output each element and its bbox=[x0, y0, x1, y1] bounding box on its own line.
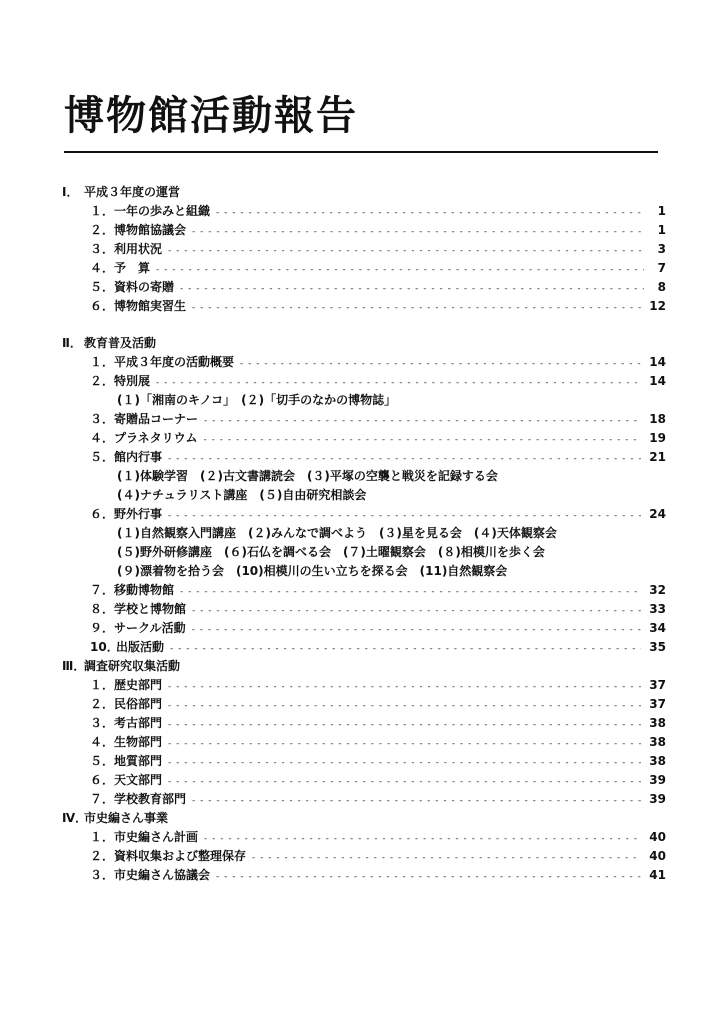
entry-label: 考古部門 bbox=[114, 716, 163, 730]
entry-number: １． bbox=[90, 355, 115, 369]
entry-label: 資料収集および整理保存 bbox=[114, 849, 247, 863]
dot-leader bbox=[204, 429, 642, 450]
entry-label: 地質部門 bbox=[114, 754, 163, 768]
page-number: 3 bbox=[657, 242, 666, 256]
entry-number: １． bbox=[90, 678, 115, 692]
page-number: 7 bbox=[657, 261, 666, 275]
section-number: Ⅲ． bbox=[62, 659, 86, 673]
entry-label: 学校教育部門 bbox=[114, 792, 187, 806]
dot-leader bbox=[168, 695, 641, 716]
entry-number: ７． bbox=[90, 792, 115, 806]
table-of-contents bbox=[62, 183, 666, 885]
entry-label: 館内行事 bbox=[114, 450, 163, 464]
toc-entry bbox=[62, 790, 666, 809]
toc-entry bbox=[62, 847, 666, 866]
entry-subitems: (５)野外研修講座 (６)石仏を調べる会 (７)土曜観察会 (８)相模川を歩く会 bbox=[117, 545, 545, 559]
page-number: 32 bbox=[649, 583, 666, 597]
dot-leader bbox=[156, 259, 644, 280]
page-number: 21 bbox=[649, 450, 666, 464]
toc-entry bbox=[62, 505, 666, 524]
dot-leader bbox=[192, 297, 641, 318]
entry-number: ２． bbox=[90, 849, 115, 863]
entry-label: 利用状況 bbox=[114, 242, 163, 256]
toc-entry bbox=[62, 600, 666, 619]
page-number: 14 bbox=[649, 355, 666, 369]
dot-leader bbox=[192, 790, 641, 811]
page-number: 14 bbox=[649, 374, 666, 388]
entry-label: 一年の歩みと組織 bbox=[114, 204, 211, 218]
dot-leader bbox=[216, 202, 644, 223]
toc-entry bbox=[62, 240, 666, 259]
entry-number: ４． bbox=[90, 431, 115, 445]
page-number: 41 bbox=[649, 868, 666, 882]
toc-section bbox=[62, 334, 666, 657]
toc-entry bbox=[62, 619, 666, 638]
page-number: 40 bbox=[649, 830, 666, 844]
entry-number: ３． bbox=[90, 716, 115, 730]
toc-section bbox=[62, 809, 666, 885]
toc-entry bbox=[62, 866, 666, 885]
entry-number: ６． bbox=[90, 773, 115, 787]
entry-number: ５． bbox=[90, 280, 115, 294]
entry-label: 特別展 bbox=[114, 374, 151, 388]
page-number: 38 bbox=[649, 716, 666, 730]
entry-label: 博物館協議会 bbox=[114, 223, 187, 237]
page-number: 35 bbox=[649, 640, 666, 654]
page-number: 38 bbox=[649, 754, 666, 768]
dot-leader bbox=[216, 866, 641, 887]
dot-leader bbox=[192, 619, 642, 640]
entry-subitems: (９)漂着物を拾う会 (10)相模川の生い立ちを探る会 (11)自然観察会 bbox=[117, 564, 508, 578]
toc-entry bbox=[62, 202, 666, 221]
dot-leader bbox=[168, 448, 641, 469]
entry-number: １． bbox=[90, 204, 115, 218]
section-title bbox=[62, 809, 666, 828]
dot-leader bbox=[168, 240, 644, 261]
page-number: 18 bbox=[649, 412, 666, 426]
section-number: Ⅱ． bbox=[62, 336, 82, 350]
section-gap bbox=[62, 316, 666, 334]
entry-label: 平成３年度の活動概要 bbox=[114, 355, 235, 369]
page-number: 33 bbox=[649, 602, 666, 616]
toc-entry bbox=[62, 372, 666, 391]
toc-entry bbox=[62, 752, 666, 771]
entry-label: 寄贈品コーナー bbox=[114, 412, 199, 426]
toc-entry bbox=[62, 429, 666, 448]
section-label: 平成３年度の運営 bbox=[84, 185, 181, 199]
dot-leader bbox=[168, 752, 641, 773]
page-number: 8 bbox=[657, 280, 666, 294]
toc-entry bbox=[62, 297, 666, 316]
dot-leader bbox=[168, 676, 641, 697]
entry-number: ２． bbox=[90, 374, 115, 388]
entry-number: １． bbox=[90, 830, 115, 844]
entry-label: 博物館実習生 bbox=[114, 299, 187, 313]
entry-number: ２． bbox=[90, 697, 115, 711]
entry-label: 出版活動 bbox=[116, 640, 165, 654]
dot-leader bbox=[252, 847, 641, 868]
section-number: Ⅰ． bbox=[62, 185, 79, 199]
toc-entry bbox=[62, 278, 666, 297]
toc-entry bbox=[62, 828, 666, 847]
section-label: 調査研究収集活動 bbox=[84, 659, 181, 673]
section-title bbox=[62, 657, 666, 676]
dot-leader bbox=[168, 733, 641, 754]
toc-entry bbox=[62, 353, 666, 372]
dot-leader bbox=[168, 505, 641, 526]
entry-number: ３． bbox=[90, 412, 115, 426]
toc-entry bbox=[62, 676, 666, 695]
page-number: 34 bbox=[649, 621, 666, 635]
entry-number: ４． bbox=[90, 261, 115, 275]
toc-entry bbox=[62, 771, 666, 790]
page-number: 38 bbox=[649, 735, 666, 749]
entry-label: 生物部門 bbox=[114, 735, 163, 749]
section-title bbox=[62, 183, 666, 202]
page-number: 1 bbox=[657, 223, 666, 237]
entry-number: ２． bbox=[90, 223, 115, 237]
toc-section bbox=[62, 657, 666, 809]
dot-leader bbox=[156, 372, 641, 393]
dot-leader bbox=[192, 600, 641, 621]
page-number: 24 bbox=[649, 507, 666, 521]
dot-leader bbox=[168, 714, 641, 735]
dot-leader bbox=[180, 278, 644, 299]
entry-number: ５． bbox=[90, 450, 115, 464]
toc-entry bbox=[62, 448, 666, 467]
toc-entry bbox=[62, 638, 666, 657]
dot-leader bbox=[170, 638, 641, 659]
entry-number: ６． bbox=[90, 507, 115, 521]
entry-number: ３． bbox=[90, 242, 115, 256]
dot-leader bbox=[204, 410, 641, 431]
page-number: 37 bbox=[649, 678, 666, 692]
toc-entry bbox=[62, 695, 666, 714]
entry-number: ９． bbox=[90, 621, 115, 635]
entry-label: 市史編さん計画 bbox=[114, 830, 199, 844]
dot-leader bbox=[180, 581, 641, 602]
entry-label: 資料の寄贈 bbox=[114, 280, 175, 294]
section-label: 市史編さん事業 bbox=[84, 811, 169, 825]
entry-number: ３． bbox=[90, 868, 115, 882]
toc-entry bbox=[62, 410, 666, 429]
entry-label: 民俗部門 bbox=[114, 697, 163, 711]
entry-label: 市史編さん協議会 bbox=[114, 868, 211, 882]
toc-entry bbox=[62, 221, 666, 240]
entry-number: ５． bbox=[90, 754, 115, 768]
section-label: 教育普及活動 bbox=[84, 336, 157, 350]
toc-entry bbox=[62, 733, 666, 752]
entry-label: 野外行事 bbox=[114, 507, 163, 521]
entry-label: サークル活動 bbox=[114, 621, 186, 635]
toc-entry bbox=[62, 259, 666, 278]
page-number: 40 bbox=[649, 849, 666, 863]
toc-section bbox=[62, 183, 666, 316]
dot-leader bbox=[204, 828, 641, 849]
dot-leader bbox=[240, 353, 641, 374]
entry-subitems: (４)ナチュラリスト講座 (５)自由研究相談会 bbox=[117, 488, 367, 502]
page-number: 12 bbox=[649, 299, 666, 313]
page-title: 博物館活動報告 bbox=[64, 92, 358, 139]
entry-number: ７． bbox=[90, 583, 115, 597]
title-underline bbox=[64, 151, 658, 153]
page-number: 1 bbox=[657, 204, 666, 218]
entry-subitems: (１)「湘南のキノコ」 (２)「切手のなかの博物誌」 bbox=[117, 393, 397, 407]
entry-label: 予 算 bbox=[114, 261, 151, 275]
entry-subitems: (１)自然観察入門講座 (２)みんなで調べよう (３)星を見る会 (４)天体観察会 bbox=[117, 526, 557, 540]
dot-leader bbox=[192, 221, 644, 242]
entry-label: プラネタリウム bbox=[114, 431, 198, 445]
entry-number: ６． bbox=[90, 299, 115, 313]
entry-label: 学校と博物館 bbox=[114, 602, 187, 616]
section-number: Ⅳ． bbox=[62, 811, 88, 825]
entry-label: 天文部門 bbox=[114, 773, 163, 787]
toc-entry bbox=[62, 581, 666, 600]
entry-label: 歴史部門 bbox=[114, 678, 163, 692]
entry-subitems: (１)体験学習 (２)古文書講読会 (３)平塚の空襲と戦災を記録する会 bbox=[117, 469, 498, 483]
toc-entry bbox=[62, 714, 666, 733]
page-number: 39 bbox=[649, 773, 666, 787]
dot-leader bbox=[168, 771, 641, 792]
page-number: 19 bbox=[649, 431, 666, 445]
entry-label: 移動博物館 bbox=[114, 583, 175, 597]
page-number: 39 bbox=[649, 792, 666, 806]
page-number: 37 bbox=[649, 697, 666, 711]
section-title bbox=[62, 334, 666, 353]
entry-number: ４． bbox=[90, 735, 115, 749]
entry-number: 10． bbox=[90, 640, 119, 654]
entry-number: ８． bbox=[90, 602, 115, 616]
